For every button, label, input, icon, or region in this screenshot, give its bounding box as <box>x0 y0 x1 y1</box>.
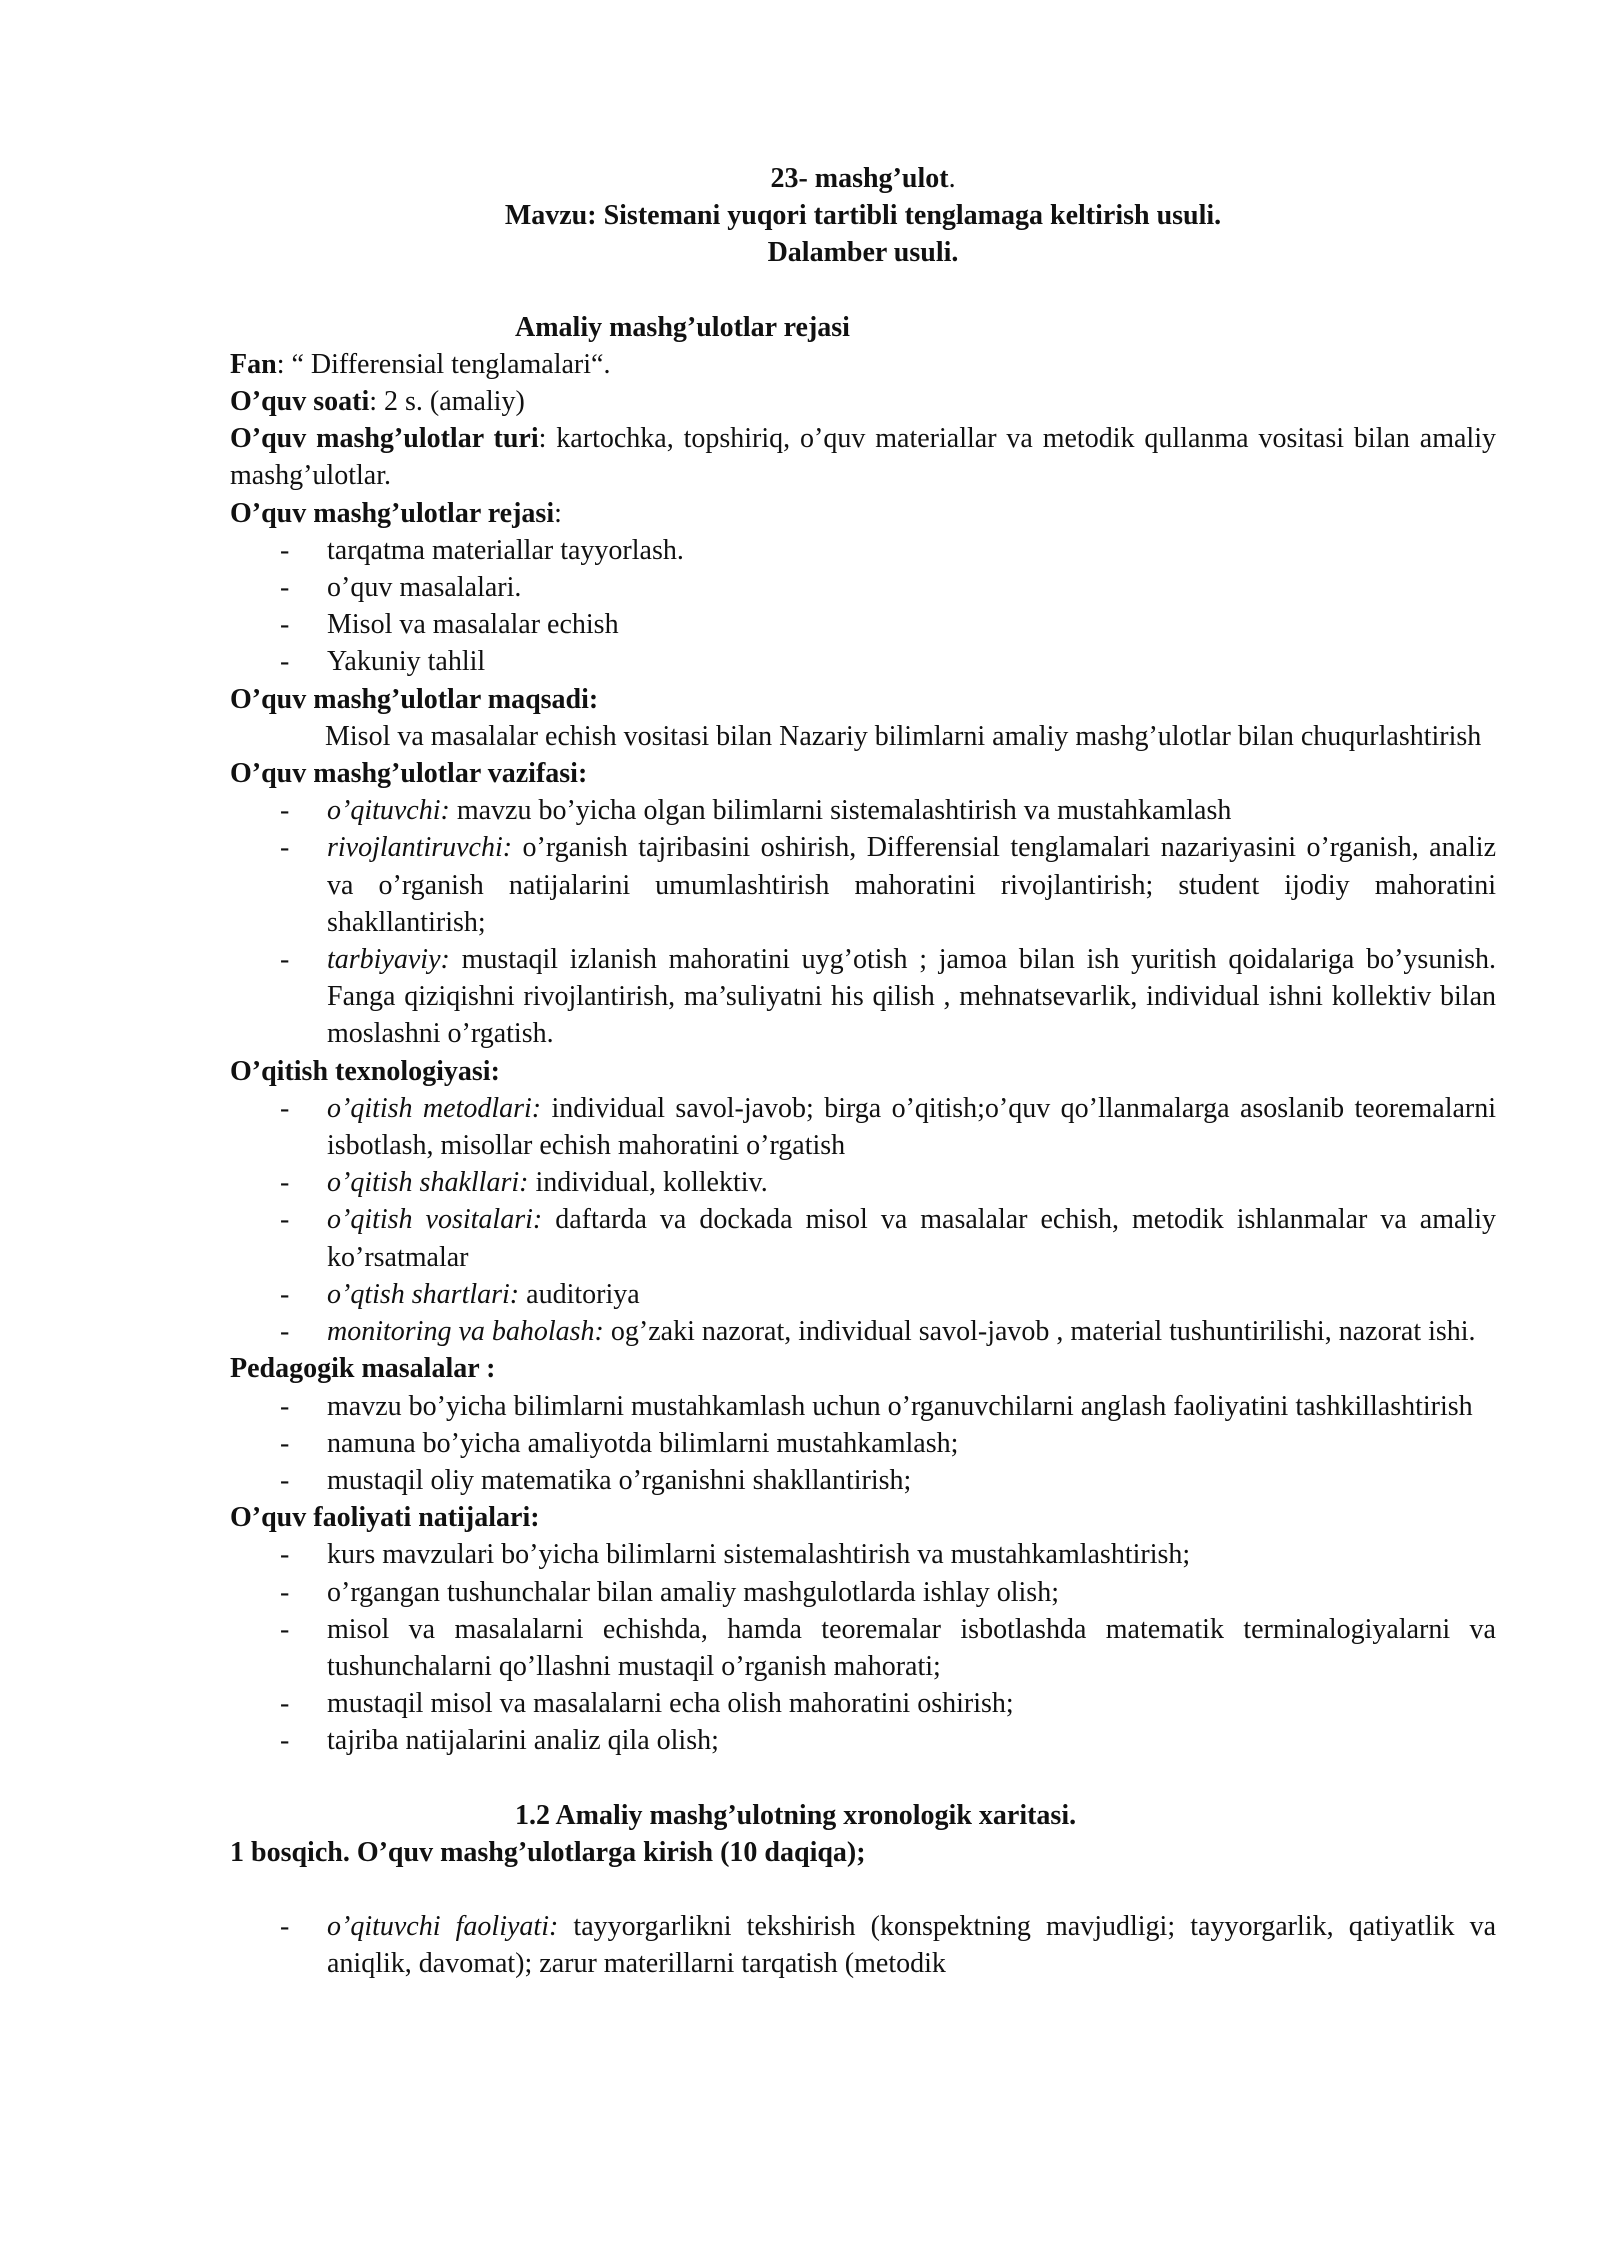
dash-bullet: - <box>280 609 290 641</box>
dash-bullet: - <box>280 1613 290 1645</box>
list-item-text: daftarda va dockada misol va masalalar echish, metodik ishlanmalar va amaliy ko’rsatmalar <box>327 1204 1496 1273</box>
dash-bullet: - <box>280 1910 290 1942</box>
list-item <box>230 1462 1496 1499</box>
dash-bullet: - <box>280 1539 290 1571</box>
plan-label-colon: : <box>554 497 562 529</box>
hours-value: : 2 s. (amaliy) <box>369 386 525 418</box>
stage-1-list <box>230 1908 1496 1982</box>
dash-bullet: - <box>280 1576 290 1608</box>
fan-line <box>230 346 1496 383</box>
pedagogical-list <box>230 1388 1496 1500</box>
topic-line-2: Dalamber usuli. <box>767 237 959 269</box>
list-item-text: Yakuniy tahlil <box>327 646 486 678</box>
dash-bullet: - <box>280 1688 290 1720</box>
list-item <box>230 1611 1496 1685</box>
list-item-term: o’qitish shakllari: <box>327 1167 529 1199</box>
list-item-term: monitoring va baholash: <box>327 1316 604 1348</box>
list-item-term: o’qitish metodlari: <box>327 1092 542 1124</box>
list-item-term: o’qitish vositalari: <box>327 1204 543 1236</box>
list-item-text: mustaqil izlanish mahoratini uyg’otish ; jamoa bilan ish yuritish qoidalariga bo’ysunish. Fanga qiziqishni rivojlantirish, ma’suliyatni his qilish , mehnatsevarlik, individual ishni kollektiv bilan moslashni o’rgatish. <box>327 944 1496 1050</box>
dash-bullet: - <box>280 646 290 678</box>
dash-bullet: - <box>280 1725 290 1757</box>
plan-heading: Amaliy mashg’ulotlar rejasi <box>515 311 850 343</box>
document-page <box>230 160 1496 1982</box>
list-item-text: individual savol-javob; birga o’qitish;o’quv qo’llanmalarga asoslanib teoremalarni isbotlash, misollar echish mahoratini o’rgatish <box>327 1092 1496 1162</box>
list-item <box>230 606 1496 643</box>
dash-bullet: - <box>280 795 290 827</box>
list-item <box>230 1090 1496 1164</box>
list-item-text: namuna bo’yicha amaliyotda bilimlarni mustahkamlash; <box>327 1427 959 1459</box>
list-item <box>230 941 1496 1053</box>
dash-bullet: - <box>280 1204 290 1236</box>
type-value: : kartochka, topshiriq, o’quv materiallar va metodik qullanma vositasi bilan amaliy mashg’ulotlar. <box>230 423 1496 492</box>
list-item <box>230 1685 1496 1722</box>
list-item <box>230 792 1496 829</box>
list-item-term: o’qituvchi faoliyati: <box>327 1910 559 1942</box>
list-item-text: tayyorgarlikni tekshirish (konspektning mavjudligi; tayyorgarlik, qatiyatlik va aniqlik, davomat); zarur materillarni tarqatish (metodik <box>327 1910 1496 1980</box>
list-item-text: tarqatma materiallar tayyorlash. <box>327 534 684 566</box>
dash-bullet: - <box>280 1167 290 1199</box>
topic-line: Mavzu: Sistemani yuqori tartibli tenglamaga keltirish usuli. <box>504 200 1222 232</box>
technology-label: O’qitish texnologiyasi: <box>230 1055 500 1087</box>
list-item-text: mavzu bo’yicha olgan bilimlarni sistemalashtirish va mustahkamlash <box>449 795 1232 827</box>
list-item-text: og’zaki nazorat, individual savol-javob , material tushuntirilishi, nazorat ishi. <box>603 1316 1476 1348</box>
list-item-text: mavzu bo’yicha bilimlarni mustahkamlash uchun o’rganuvchilarni anglash faoliyatini tashkillashtirish <box>327 1390 1473 1422</box>
plan-line <box>230 495 1496 532</box>
lesson-number: 23- mashg’ulot <box>770 163 949 194</box>
list-item <box>230 1425 1496 1462</box>
tasks-list <box>230 792 1496 1052</box>
pedagogical-label: Pedagogik masalalar : <box>230 1353 496 1385</box>
dash-bullet: - <box>280 572 290 604</box>
list-item <box>230 1313 1496 1350</box>
chronology-heading: 1.2 Amaliy mashg’ulotning xronologik xaritasi. <box>515 1799 1077 1831</box>
plan-list <box>230 532 1496 681</box>
fan-value: : “ Differensial tenglamalari“. <box>276 348 611 380</box>
list-item-text: auditoriya <box>519 1278 640 1310</box>
type-line <box>230 420 1496 494</box>
lesson-title <box>230 160 1496 197</box>
list-item-text: o’quv masalalari. <box>327 572 522 604</box>
list-item <box>230 1536 1496 1573</box>
list-item-text: o’rganish tajribasini oshirish, Differensial tenglamalari nazariyasini o’rganish, analiz va o’rganish natijalarini umumlashtirish mahoratini rivojlantirish; student ijodiy mahoratini shakllantirish; <box>327 832 1496 938</box>
list-item-text: kurs mavzulari bo’yicha bilimlarni sistemalashtirish va mustahkamlashtirish; <box>327 1539 1191 1571</box>
list-item <box>230 1201 1496 1275</box>
list-item-text: mustaqil oliy matematika o’rganishni shakllantirish; <box>327 1464 912 1496</box>
dash-bullet: - <box>280 832 290 864</box>
lesson-number-period: . <box>948 163 956 194</box>
dash-bullet: - <box>280 1316 290 1348</box>
goal-text: Misol va masalalar echish vositasi bilan Nazariy bilimlarni amaliy mashg’ulotlar bilan chuqurlashtirish <box>325 720 1482 752</box>
dash-bullet: - <box>280 944 290 976</box>
fan-label: Fan <box>230 348 277 380</box>
list-item <box>230 1164 1496 1201</box>
dash-bullet: - <box>280 534 290 566</box>
list-item-text: mustaqil misol va masalalarni echa olish mahoratini oshirish; <box>327 1688 1014 1720</box>
goal-label: O’quv mashg’ulotlar maqsadi: <box>230 683 599 715</box>
list-item-text: misol va masalalarni echishda, hamda teoremalar isbotlashda matematik terminalogiyalarni va tushunchalarni qo’llashni mustaqil o’rganish mahorati; <box>327 1613 1496 1682</box>
list-item <box>230 1574 1496 1611</box>
list-item-text: o’rgangan tushunchalar bilan amaliy mashgulotlarda ishlay olish; <box>327 1576 1059 1608</box>
tasks-label: O’quv mashg’ulotlar vazifasi: <box>230 758 588 790</box>
hours-line <box>230 383 1496 420</box>
list-item-text: tajriba natijalarini analiz qila olish; <box>327 1725 719 1757</box>
type-label: O’quv mashg’ulotlar turi <box>230 423 539 455</box>
plan-label: O’quv mashg’ulotlar rejasi <box>230 497 555 529</box>
list-item <box>230 569 1496 606</box>
list-item-term: tarbiyaviy: <box>327 944 450 976</box>
list-item-term: o’qtish shartlari: <box>327 1278 520 1310</box>
stage-1-heading: 1 bosqich. O’quv mashg’ulotlarga kirish (10 daqiqa); <box>230 1836 866 1868</box>
dash-bullet: - <box>280 1092 290 1124</box>
dash-bullet: - <box>280 1278 290 1310</box>
dash-bullet: - <box>280 1464 290 1496</box>
results-list <box>230 1536 1496 1759</box>
list-item-text: individual, kollektiv. <box>528 1167 768 1199</box>
dash-bullet: - <box>280 1427 290 1459</box>
list-item-term: rivojlantiruvchi: <box>327 832 513 864</box>
list-item-text: Misol va masalalar echish <box>327 609 619 641</box>
list-item <box>230 829 1496 941</box>
hours-label: O’quv soati <box>230 386 370 418</box>
technology-list <box>230 1090 1496 1350</box>
list-item <box>230 643 1496 680</box>
list-item <box>230 1276 1496 1313</box>
results-label: O’quv faoliyati natijalari: <box>230 1502 540 1534</box>
list-item-term: o’qituvchi: <box>327 795 450 827</box>
list-item <box>230 1388 1496 1425</box>
list-item <box>230 532 1496 569</box>
list-item <box>230 1908 1496 1982</box>
list-item <box>230 1722 1496 1759</box>
dash-bullet: - <box>280 1390 290 1422</box>
